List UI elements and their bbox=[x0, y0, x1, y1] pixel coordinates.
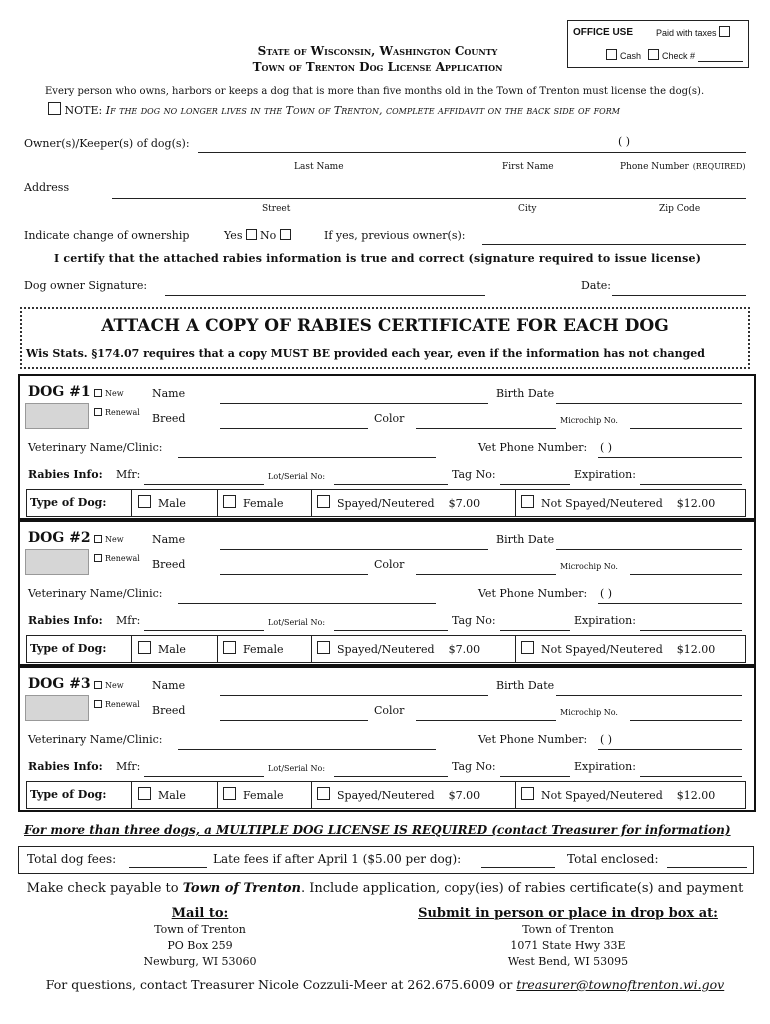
rabies-info-label: Rabies Info: bbox=[28, 614, 103, 627]
treasurer-email-link[interactable]: treasurer@townoftrenton.wi.gov bbox=[516, 977, 725, 992]
type-of-dog-row bbox=[26, 635, 746, 663]
license-number-box[interactable] bbox=[25, 403, 89, 429]
intro-text: Every person who owns, harbors or keeps a dog that is more than five months old in the Town of Trenton must license the dog(s). bbox=[45, 86, 705, 97]
renewal-option[interactable]: Renewal bbox=[94, 408, 140, 417]
submit-line1: Town of Trenton bbox=[522, 923, 614, 936]
rabies-info-label: Rabies Info: bbox=[28, 468, 103, 481]
total-enclosed-line[interactable] bbox=[667, 867, 747, 868]
vet-label: Veterinary Name/Clinic: bbox=[28, 587, 163, 600]
birth-date-line[interactable] bbox=[556, 403, 742, 404]
color-line[interactable] bbox=[416, 574, 556, 575]
signature-label: Dog owner Signature: bbox=[24, 279, 148, 292]
color-line[interactable] bbox=[416, 428, 556, 429]
microchip-line[interactable] bbox=[630, 574, 742, 575]
phone-paren: ( ) bbox=[618, 135, 631, 148]
lot-label: Lot/Serial No: bbox=[268, 764, 326, 773]
vet-line[interactable] bbox=[178, 749, 436, 750]
breed-label: Breed bbox=[152, 704, 186, 717]
new-option[interactable]: New bbox=[94, 681, 124, 690]
mail-to-title: Mail to: bbox=[171, 906, 229, 921]
female-checkbox[interactable] bbox=[223, 787, 236, 800]
city-label: City bbox=[518, 204, 537, 214]
spayed-checkbox[interactable] bbox=[317, 495, 330, 508]
check-option[interactable]: Check # bbox=[648, 49, 695, 61]
birth-date-label: Birth Date bbox=[496, 387, 555, 400]
not-spayed-checkbox[interactable] bbox=[521, 787, 534, 800]
vet-phone-paren: ( ) bbox=[600, 587, 613, 600]
name-line[interactable] bbox=[220, 403, 488, 404]
male-option[interactable]: Male bbox=[131, 490, 218, 516]
total-fees-label: Total dog fees: bbox=[27, 852, 117, 866]
expiration-line[interactable] bbox=[640, 776, 742, 777]
renewal-option[interactable]: Renewal bbox=[94, 554, 140, 563]
new-checkbox[interactable] bbox=[94, 681, 102, 689]
male-option[interactable]: Male bbox=[131, 782, 218, 808]
color-label: Color bbox=[374, 558, 405, 571]
ownership-label: Indicate change of ownership bbox=[24, 229, 190, 242]
lot-label: Lot/Serial No: bbox=[268, 472, 326, 481]
vet-phone-line[interactable] bbox=[598, 749, 742, 750]
mail-line3: Newburg, WI 53060 bbox=[143, 955, 257, 968]
new-option[interactable]: New bbox=[94, 389, 124, 398]
color-line[interactable] bbox=[416, 720, 556, 721]
submit-line3: West Bend, WI 53095 bbox=[507, 955, 629, 968]
female-checkbox[interactable] bbox=[223, 495, 236, 508]
address-input-line[interactable] bbox=[112, 198, 746, 199]
microchip-line[interactable] bbox=[630, 428, 742, 429]
tag-line[interactable] bbox=[500, 630, 570, 631]
mfr-label: Mfr: bbox=[116, 468, 141, 481]
tag-line[interactable] bbox=[500, 776, 570, 777]
total-enclosed-label: Total enclosed: bbox=[567, 852, 659, 866]
last-name-label: Last Name bbox=[294, 162, 344, 172]
lot-line[interactable] bbox=[334, 776, 448, 777]
new-checkbox[interactable] bbox=[94, 389, 102, 397]
male-option[interactable]: Male bbox=[131, 636, 218, 662]
signature-line[interactable] bbox=[165, 295, 485, 296]
not-spayed-option[interactable]: Not Spayed/Neutered $12.00 bbox=[515, 636, 744, 662]
spayed-checkbox[interactable] bbox=[317, 641, 330, 654]
late-fees-line[interactable] bbox=[481, 867, 555, 868]
zip-label: Zip Code bbox=[659, 204, 701, 214]
questions-text: For questions, contact Treasurer Nicole Cozzuli-Meer at 262.675.6009 or treasurer@townoftrenton.wi.gov bbox=[45, 977, 725, 992]
not-spayed-option[interactable]: Not Spayed/Neutered $12.00 bbox=[515, 782, 744, 808]
female-checkbox[interactable] bbox=[223, 641, 236, 654]
lot-line[interactable] bbox=[334, 484, 448, 485]
header-county: State of Wisconsin, Washington County bbox=[257, 44, 498, 58]
not-spayed-option[interactable]: Not Spayed/Neutered $12.00 bbox=[515, 490, 744, 516]
type-of-dog-row bbox=[26, 781, 746, 809]
spayed-checkbox[interactable] bbox=[317, 787, 330, 800]
tag-line[interactable] bbox=[500, 484, 570, 485]
type-cell bbox=[27, 490, 132, 516]
rabies-info-label: Rabies Info: bbox=[28, 760, 103, 773]
tag-label: Tag No: bbox=[452, 760, 496, 773]
type-of-dog-row bbox=[26, 489, 746, 517]
dog-title: DOG #3 bbox=[28, 676, 91, 692]
name-label: Name bbox=[152, 387, 186, 400]
tag-label: Tag No: bbox=[452, 614, 496, 627]
female-option[interactable]: Female bbox=[217, 782, 312, 808]
date-label: Date: bbox=[581, 279, 612, 292]
dog-title: DOG #1 bbox=[28, 384, 91, 400]
vet-phone-label: Vet Phone Number: bbox=[478, 587, 588, 600]
birth-date-line[interactable] bbox=[556, 549, 742, 550]
microchip-label: Microchip No. bbox=[560, 416, 618, 425]
first-name-label: First Name bbox=[502, 162, 554, 172]
expiration-label: Expiration: bbox=[574, 760, 636, 773]
birth-date-label: Birth Date bbox=[496, 533, 555, 546]
renewal-checkbox[interactable] bbox=[94, 700, 102, 708]
birth-date-line[interactable] bbox=[556, 695, 742, 696]
owner-label: Owner(s)/Keeper(s) of dog(s): bbox=[24, 137, 190, 150]
street-label: Street bbox=[262, 204, 291, 214]
microchip-label: Microchip No. bbox=[560, 562, 618, 571]
color-label: Color bbox=[374, 412, 405, 425]
lot-label: Lot/Serial No: bbox=[268, 618, 326, 627]
mfr-label: Mfr: bbox=[116, 760, 141, 773]
dog-title: DOG #2 bbox=[28, 530, 91, 546]
ownership-yes-no[interactable]: Yes No bbox=[224, 229, 294, 242]
paid-with-taxes[interactable]: Paid with taxes bbox=[656, 26, 733, 38]
date-line[interactable] bbox=[612, 295, 746, 296]
mfr-line[interactable] bbox=[144, 484, 264, 485]
owner-input-line[interactable] bbox=[198, 152, 746, 153]
office-use-title: OFFICE USE bbox=[573, 27, 634, 38]
male-checkbox[interactable] bbox=[138, 641, 151, 654]
phone-label: Phone Number (REQUIRED) bbox=[620, 162, 746, 172]
renewal-option[interactable]: Renewal bbox=[94, 700, 140, 709]
female-option[interactable]: Female bbox=[217, 636, 312, 662]
spayed-option[interactable]: Spayed/Neutered $7.00 bbox=[311, 490, 516, 516]
paid-checkbox[interactable] bbox=[719, 26, 730, 37]
yes-checkbox[interactable] bbox=[246, 229, 257, 240]
name-label: Name bbox=[152, 533, 186, 546]
expiration-line[interactable] bbox=[640, 630, 742, 631]
male-checkbox[interactable] bbox=[138, 495, 151, 508]
female-option[interactable]: Female bbox=[217, 490, 312, 516]
vet-line[interactable] bbox=[178, 603, 436, 604]
mfr-line[interactable] bbox=[144, 630, 264, 631]
header-title: Town of Trenton Dog License Application bbox=[252, 60, 503, 74]
type-cell bbox=[27, 782, 132, 808]
previous-owner-label: If yes, previous owner(s): bbox=[324, 229, 466, 242]
name-line[interactable] bbox=[220, 695, 488, 696]
tag-label: Tag No: bbox=[452, 468, 496, 481]
breed-line[interactable] bbox=[220, 428, 368, 429]
dog-section-2 bbox=[18, 520, 756, 666]
vet-phone-line[interactable] bbox=[598, 457, 742, 458]
submit-title: Submit in person or place in drop box at: bbox=[418, 906, 718, 921]
spayed-option[interactable]: Spayed/Neutered $7.00 bbox=[311, 636, 516, 662]
payable-text: Make check payable to Town of Trenton. Include application, copy(ies) of rabies certificate(s) and payment bbox=[26, 881, 744, 896]
color-label: Color bbox=[374, 704, 405, 717]
not-spayed-checkbox[interactable] bbox=[521, 641, 534, 654]
type-label: Type of Dog: bbox=[30, 496, 107, 509]
birth-date-label: Birth Date bbox=[496, 679, 555, 692]
spayed-option[interactable]: Spayed/Neutered $7.00 bbox=[311, 782, 516, 808]
breed-line[interactable] bbox=[220, 720, 368, 721]
type-label: Type of Dog: bbox=[30, 642, 107, 655]
mail-line1: Town of Trenton bbox=[154, 923, 246, 936]
vet-phone-label: Vet Phone Number: bbox=[478, 733, 588, 746]
submit-line2: 1071 State Hwy 33E bbox=[510, 939, 626, 952]
microchip-line[interactable] bbox=[630, 720, 742, 721]
expiration-label: Expiration: bbox=[574, 614, 636, 627]
license-number-box[interactable] bbox=[25, 695, 89, 721]
microchip-label: Microchip No. bbox=[560, 708, 618, 717]
lot-line[interactable] bbox=[334, 630, 448, 631]
new-checkbox[interactable] bbox=[94, 535, 102, 543]
certify-text: I certify that the attached rabies information is true and correct (signature required to issue license) bbox=[54, 252, 702, 265]
dog-section-3 bbox=[18, 666, 756, 812]
expiration-label: Expiration: bbox=[574, 468, 636, 481]
late-fees-label: Late fees if after April 1 ($5.00 per dog): bbox=[213, 852, 462, 866]
rabies-notice-box bbox=[20, 307, 750, 369]
expiration-line[interactable] bbox=[640, 484, 742, 485]
rabies-statute: Wis Stats. §174.07 requires that a copy MUST BE provided each year, even if the information has not changed bbox=[26, 347, 705, 360]
dog-section-1 bbox=[18, 374, 756, 520]
mail-to-block bbox=[100, 906, 300, 970]
renewal-checkbox[interactable] bbox=[94, 408, 102, 416]
vet-label: Veterinary Name/Clinic: bbox=[28, 441, 163, 454]
breed-line[interactable] bbox=[220, 574, 368, 575]
mfr-label: Mfr: bbox=[116, 614, 141, 627]
submit-block bbox=[400, 906, 736, 970]
new-option[interactable]: New bbox=[94, 535, 124, 544]
male-checkbox[interactable] bbox=[138, 787, 151, 800]
license-number-box[interactable] bbox=[25, 549, 89, 575]
type-label: Type of Dog: bbox=[30, 788, 107, 801]
mfr-line[interactable] bbox=[144, 776, 264, 777]
multiple-dog-notice: For more than three dogs, a MULTIPLE DOG LICENSE IS REQUIRED (contact Treasurer for information) bbox=[24, 823, 731, 837]
vet-phone-label: Vet Phone Number: bbox=[478, 441, 588, 454]
note-checkbox[interactable] bbox=[48, 102, 61, 115]
breed-label: Breed bbox=[152, 412, 186, 425]
vet-phone-line[interactable] bbox=[598, 603, 742, 604]
vet-label: Veterinary Name/Clinic: bbox=[28, 733, 163, 746]
vet-line[interactable] bbox=[178, 457, 436, 458]
no-checkbox[interactable] bbox=[280, 229, 291, 240]
note-text: NOTE: If the dog no longer lives in the Town of Trenton, complete affidavit on the back side of form bbox=[48, 102, 620, 117]
vet-phone-paren: ( ) bbox=[600, 441, 613, 454]
fees-row bbox=[18, 846, 754, 874]
cash-option[interactable]: Cash bbox=[606, 49, 641, 61]
previous-owner-line[interactable] bbox=[482, 244, 746, 245]
name-label: Name bbox=[152, 679, 186, 692]
type-cell bbox=[27, 636, 132, 662]
name-line[interactable] bbox=[220, 549, 488, 550]
rabies-title: ATTACH A COPY OF RABIES CERTIFICATE FOR EACH DOG bbox=[101, 316, 669, 336]
mail-line2: PO Box 259 bbox=[167, 939, 233, 952]
not-spayed-checkbox[interactable] bbox=[521, 495, 534, 508]
total-fees-line[interactable] bbox=[129, 867, 207, 868]
breed-label: Breed bbox=[152, 558, 186, 571]
renewal-checkbox[interactable] bbox=[94, 554, 102, 562]
vet-phone-paren: ( ) bbox=[600, 733, 613, 746]
address-label: Address bbox=[24, 181, 70, 194]
